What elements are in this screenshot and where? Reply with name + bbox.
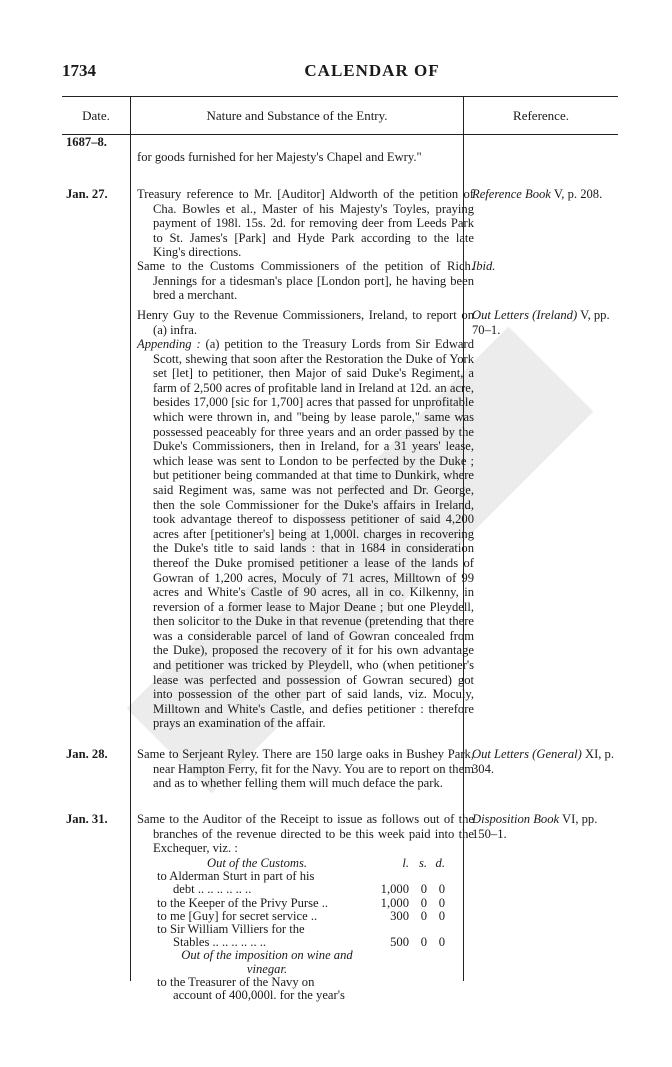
entry-reference [472,812,616,841]
reference-title: Out Letters (Ireland) [472,308,578,322]
table-top-rule [62,96,618,97]
payment-shillings: 0 [420,895,427,910]
payment-pence: 0 [438,908,445,923]
wine-heading-row [157,963,457,976]
pounds-column-header: l. [402,856,409,870]
payment-row [157,989,457,1002]
payments-table [157,857,457,1002]
payment-payee-cont: Stables .. .. .. .. .. .. [173,935,267,950]
appending-label: Appending : [137,337,201,351]
entry-reference [472,187,616,202]
entry-text: Henry Guy to the Revenue Commissioners, Ireland, to report on (a) infra. [137,308,474,337]
entry-date: Jan. 27. [66,187,108,201]
payment-payee-cont: debt .. .. .. .. .. .. [173,882,252,897]
column-header-nature: Nature and Substance of the Entry. [206,108,388,123]
wine-heading: Out of the imposition on wine and [181,948,353,963]
wine-heading-row [157,949,457,962]
page-number: 1734 [62,61,96,80]
entry-text: for goods furnished for her Majesty's Chapel and Ewry." [137,150,422,164]
payment-payee: to the Keeper of the Privy Purse .. [157,895,329,910]
reference-locator: VI, pp. 150–1. [472,812,598,841]
payment-pounds: 1,000 [380,882,409,897]
customs-heading: Out of the Customs. [206,856,308,870]
reference-locator: V, p. 208. [550,187,603,201]
reference-title: Out Letters (General) [472,747,582,761]
payment-row [157,976,457,989]
payment-pence: 0 [438,935,445,950]
payment-payee: to Sir William Villiers for the [157,921,305,936]
payment-pounds: 1,000 [380,895,409,910]
entry-reference [472,308,616,337]
payment-payee-cont: account of 400,000l. for the year's [173,987,345,1002]
shillings-column-header: s. [418,856,427,870]
running-head: CALENDAR OF [304,61,440,80]
entry-text: Same to the Customs Commissioners of the petition of Rich. Jennings for a tidesman's place [London port], he having been bred a merchant. [137,259,474,303]
appending-text [137,337,474,731]
year-marker: 1687–8. [66,135,107,149]
payment-payee: to the Treasurer of the Navy on [157,974,315,989]
column-header-date: Date. [82,108,110,123]
entry-reference [472,259,616,274]
column-divider-1 [130,96,131,981]
payment-pounds: 500 [390,935,409,950]
reference-title: Reference Book [472,187,551,201]
reference-title: Disposition Book [472,812,560,826]
column-header-reference: Reference. [513,108,569,123]
payment-shillings: 0 [420,935,427,950]
payment-payee: to Alderman Sturt in part of his [157,869,315,884]
entry-text: Treasury reference to Mr. [Auditor] Aldworth of the petition of Cha. Bowles et al., Master of his Majesty's Toyles, praying payment of 198l. 15s. 2d. for removing deer from Leeds Park to St. James's [Park] and Hyde Park according to the late King's directions. [137,187,474,260]
pence-column-header: d. [435,856,445,870]
payment-shillings: 0 [420,908,427,923]
entry-text: Same to the Auditor of the Receipt to issue as follows out of the branches of the revenue directed to be this week paid into the Exchequer, viz. : [137,812,474,856]
reference-title: Ibid. [472,259,496,273]
payment-pounds: 300 [390,908,409,923]
entry-date: Jan. 31. [66,812,108,826]
wine-heading-cont: vinegar. [246,961,288,976]
appending-body: (a) petition to the Treasury Lords from Sir Edward Scott, shewing that soon after the Restoration the Duke of York set [let] to petitioner, then Major of said Duke's Regiment, a farm of 2,500 acres of profitable land in Ireland at 12d. an acre, besides 17,000 [sic for 1,700] acres that passed for unprofitable which were thrown in, and "being by lease parole," same was possessed peaceably for three years and an order passed by the Duke's Commissioners, then in Ireland, for a 31 years' lease, which lease was sent to London to be perfected by the Duke ; but petitioner being commanded at that time to Dunkirk, where said Regiment was, same was not perfected and Dr. George, then the sole Commissioner for the Duke's affairs in Ireland, took advantage thereof to dispossess petitioner of said 4,200 acres after [petitioner's] being at 1,000l. charges in recovering the Duke's title to said lands : that in 1684 in consideration thereof the Duke promised petitioner a lease of the lands of Gowran of 1,200 acres, Moculy of 71 acres, Milltown of 99 acres and White's Castle of 90 acres, all in co. Kilkenny, in reversion of a former lease to Major Deane ; but one Pleydell, then solicitor to the Duke in that revenue (pretending that there was a considerable parcel of land of Gowran concealed from the Duke), proposed the recovery of it for his own advantage and petitioner was tricked by Pleydell, who (when petitioner's lease was perfected and possession of Gowran secured) got into possession of the other part of said lands, viz. Moculy, Milltown and White's Castle, and defies petitioner : therefore prays an examination of the affair. [153,337,474,731]
reference-locator: V, pp. 70–1. [472,308,610,337]
payment-shillings: 0 [420,882,427,897]
payment-row [157,883,457,896]
entry-date: Jan. 28. [66,747,108,761]
payment-row [157,910,457,923]
payment-payee: to me [Guy] for secret service .. [157,908,318,923]
entry-text: Same to Serjeant Ryley. There are 150 large oaks in Bushey Park, near Hampton Ferry, fit for the Navy. You are to report on them and as to whether felling them will much deface the park. [137,747,474,791]
table-header-rule [62,134,618,135]
payment-pence: 0 [438,882,445,897]
entry-reference [472,747,616,776]
payment-row [157,897,457,910]
payment-pence: 0 [438,895,445,910]
reference-locator: XI, p. 304. [472,747,615,776]
